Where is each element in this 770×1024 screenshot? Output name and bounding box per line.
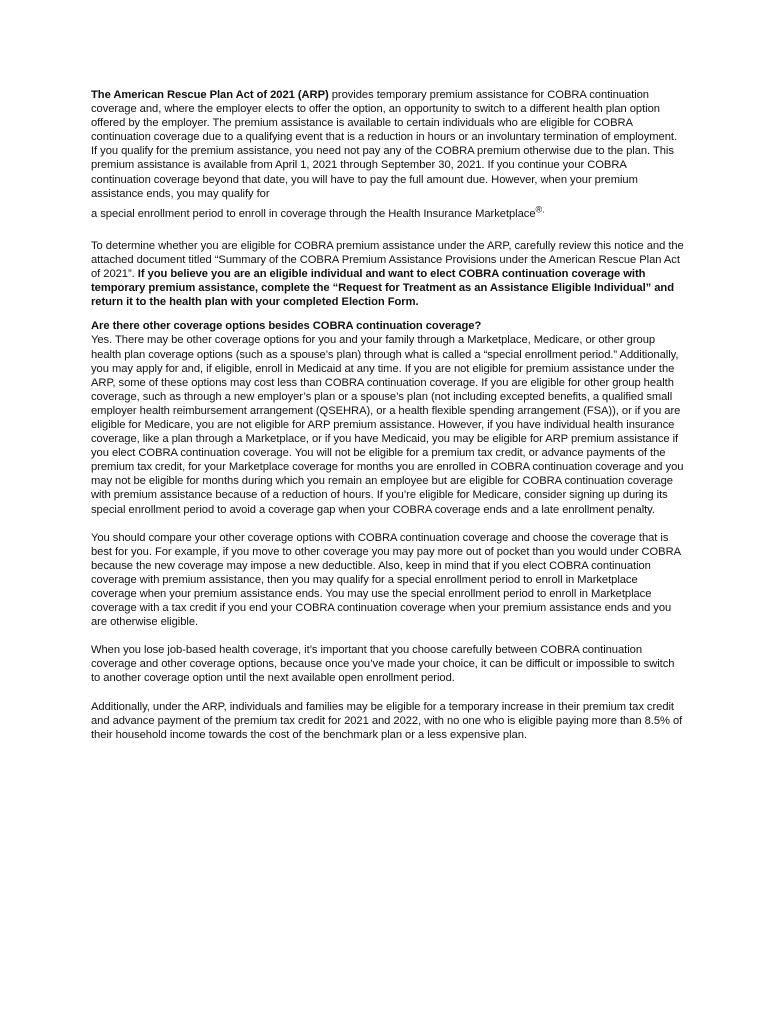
eligibility-bold: If you believe you are an eligible individual and want to elect COBRA continuation coverage with temporary premium assistance, complete the “Request for Treatment as an Assistance Eligible Individual” and return it to the health plan with your completed Election Form.	[91, 268, 674, 309]
document-page	[91, 88, 685, 756]
other-options-text: Yes. There may be other coverage options for you and your family through a Marketplace, Medicare, or other group health plan coverage options (such as a spouse’s plan) through what is called a “special enrollment period.” Additionally, you may apply for and, if eligible, enroll in Medicaid at any time. If you are not eligible for premium assistance under the ARP, some of these options may cost less than COBRA continuation coverage. If you are eligible for other group health coverage, such as through a new employer’s plan or a spouse’s plan (not including excepted benefits, a qualified small employer health reimbursement arrangement (QSEHRA), or a health flexible spending arrangement (FSA)), or if you are eligible for Medicare, you are not eligible for ARP premium assistance. However, if you have individual health insurance coverage, like a plan through a Marketplace, or if you have Medicaid, you may be eligible for ARP premium assistance if you elect COBRA continuation coverage. You will not be eligible for a premium tax credit, or advance payments of the premium tax credit, for your Marketplace coverage for months you are enrolled in COBRA continuation coverage and you may not be eligible for months during which you remain an employee but are eligible for COBRA continuation coverage with premium assistance because of a reduction of hours. If you’re eligible for Medicare, consider signing up during its special enrollment period to avoid a coverage gap when your COBRA coverage ends and a late enrollment penalty.	[91, 334, 684, 516]
tax-credit-text: Additionally, under the ARP, individuals and families may be eligible for a temporary increase in their premium tax credit and advance payment of the premium tax credit for 2021 and 2022, with no one who is eligible paying more than 8.5% of their household income towards the cost of the benchmark plan or a less expensive plan.	[91, 700, 683, 741]
arp-intro-paragraph	[91, 88, 685, 221]
eligibility-text: To determine whether you are eligible for COBRA premium assistance under the ARP, carefully review this notice and the attached document titled “Summary of the COBRA Premium Assistance Provisions under the American Rescue Plan Act of 2021”.	[91, 239, 684, 281]
arp-intro-text: provides temporary premium assistance for COBRA continuation coverage and, where the employer elects to offer the option, an opportunity to switch to a different health plan option offered by the employer. The premium assistance is available to certain individuals who are eligible for COBRA continuation coverage due to a qualifying event that is a reduction in hours or an involuntary termination of employment. If you qualify for the premium assistance, you need not pay any of the COBRA premium otherwise due to the plan. This premium assistance is available from April 1, 2021 through September 30, 2021. If you continue your COBRA continuation coverage beyond that date, you will have to pay the full amount due. However, when your premium assistance ends, you may qualify for	[91, 89, 677, 200]
tax-credit-paragraph	[91, 700, 685, 742]
arp-intro-last-text: a special enrollment period to enroll in coverage through the Health Insurance Marketplace	[91, 207, 536, 220]
other-options-paragraph	[91, 319, 685, 516]
arp-intro-last-line	[91, 204, 545, 221]
compare-options-paragraph	[91, 531, 685, 630]
other-options-heading: Are there other coverage options besides COBRA continuation coverage?	[91, 320, 482, 333]
compare-options-text: You should compare your other coverage options with COBRA continuation coverage and choose the coverage that is best for you. For example, if you move to other coverage you may pay more out of pocket than you would under COBRA because the new coverage may impose a new deductible. Also, keep in mind that if you elect COBRA continuation coverage with premium assistance, then you may qualify for a special enrollment period to enroll in Marketplace coverage when your premium assistance ends. You may use the special enrollment period to enroll in Marketplace coverage with a tax credit if you end your COBRA continuation coverage when your premium assistance ends and you are otherwise eligible.	[91, 531, 681, 629]
registered-mark: ®.	[535, 204, 545, 215]
arp-intro-bold: The American Rescue Plan Act of 2021 (ARP)	[91, 89, 329, 101]
job-loss-paragraph	[91, 643, 685, 685]
job-loss-text: When you lose job-based health coverage, it’s important that you choose carefully between COBRA continuation coverage and other coverage options, because once you’ve made your choice, it can be difficult or impossible to switch to another coverage option until the next available open enrollment period.	[91, 644, 675, 685]
eligibility-paragraph	[91, 239, 685, 309]
